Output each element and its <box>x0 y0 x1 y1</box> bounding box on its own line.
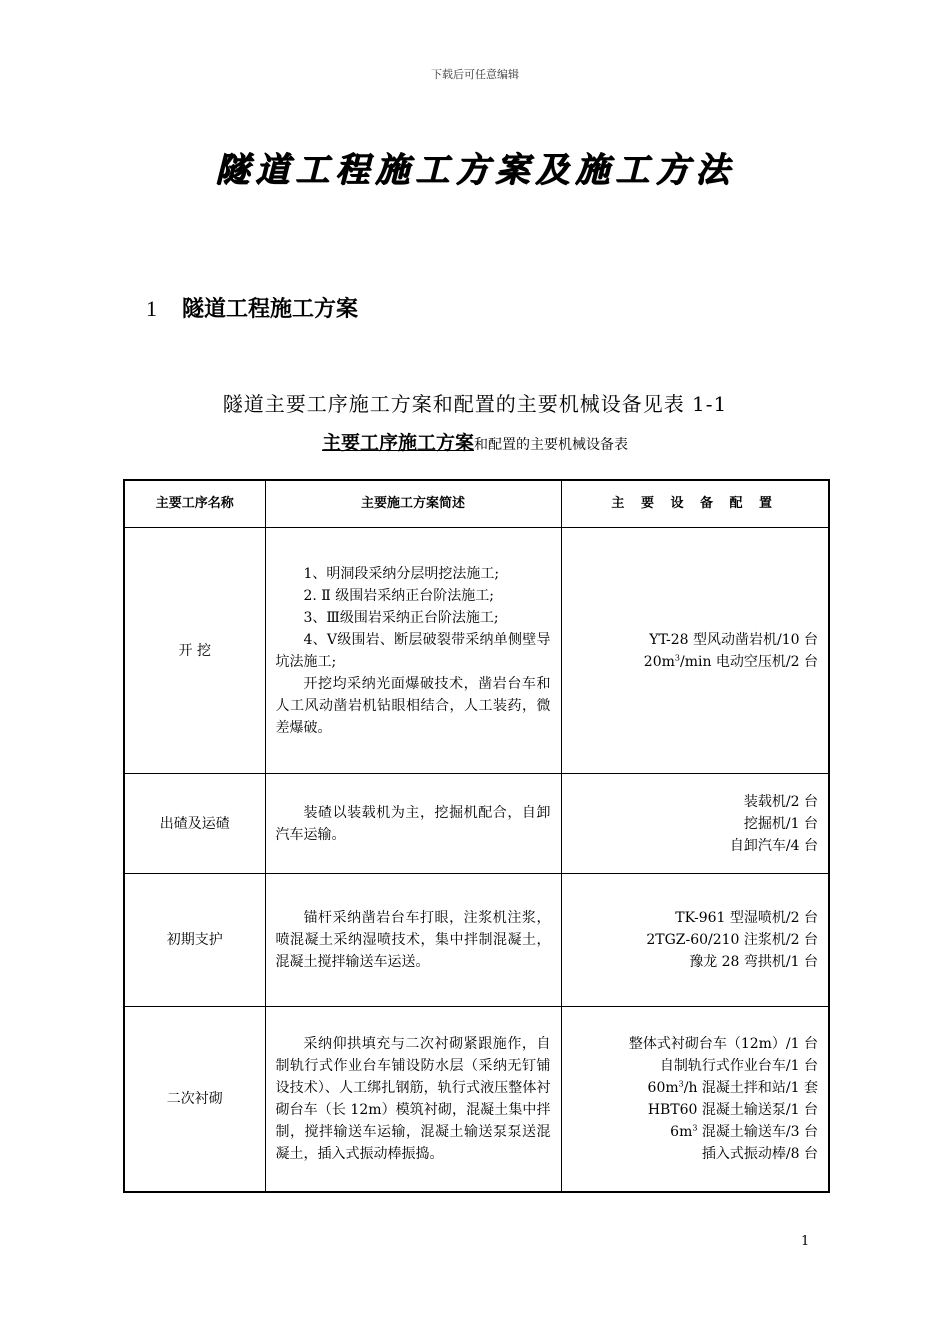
method-paragraph: 锚杆采纳凿岩台车打眼，注浆机注浆，喷混凝土采纳湿喷技术，集中拌制混凝土，混凝土搅拌输送车运送。 <box>275 910 551 970</box>
equipment-table <box>123 479 830 1193</box>
method-paragraph: 采纳仰拱填充与二次衬砌紧跟施作，自制轨行式作业台车铺设防水层（采纳无钉铺设技术）、人工绑扎钢筋，轨行式液压整体衬砌台车（长 12m）模筑衬砌，混凝土集中拌制，搅拌输送车运输，混凝土输送泵泵送混凝土，插入式振动棒振捣。 <box>275 1035 551 1162</box>
equipment-item: 豫龙 28 弯拱机/1 台 <box>689 954 818 970</box>
section-number: 1 <box>146 296 157 321</box>
table-row <box>124 774 829 874</box>
equipment-item: 自制轨行式作业台车/1 台 <box>659 1057 818 1074</box>
process-name: 开 挖 <box>124 528 265 774</box>
equipment-item: 挖掘机/1 台 <box>743 815 818 832</box>
method-paragraph: 装碴以装载机为主，挖掘机配合，自卸汽车运输。 <box>275 804 551 843</box>
process-name: 二次衬砌 <box>124 1007 265 1192</box>
equipment-item: HBT60 混凝土输送泵/1 台 <box>647 1101 818 1118</box>
header-method-summary: 主要施工方案简述 <box>265 480 561 528</box>
equipment-item: $20m^3/\min$ 电动空压机/2 台 <box>643 652 818 670</box>
equipment-item: YT-28 型风动凿岩机/10 台 <box>649 631 818 648</box>
equipment-item: 装载机/2 台 <box>743 793 818 810</box>
table-row <box>124 528 829 774</box>
method-description <box>265 528 561 774</box>
method-paragraph: 4、Ⅴ级围岩、断层破裂带采纳单侧壁导坑法施工; <box>275 631 551 670</box>
section-heading <box>146 292 358 323</box>
equipment-list <box>561 874 829 1007</box>
equipment-item: 自卸汽车/4 台 <box>729 837 818 854</box>
header-note: 下载后可任意编辑 <box>431 68 519 81</box>
equipment-item: $6m^3$ 混凝土输送车/3 台 <box>670 1123 818 1140</box>
table-caption-sub: 和配置的主要机械设备表 <box>474 437 628 453</box>
table-caption-main: 主要工序施工方案 <box>321 432 474 454</box>
equipment-item: 2TGZ-60/210 注浆机/2 台 <box>646 932 818 948</box>
equipment-item: $60m^3/h$ 混凝土拌和站/1 套 <box>647 1079 818 1096</box>
method-paragraph: 开挖均采纳光面爆破技术，凿岩台车和人工风动凿岩机钻眼相结合，人工装药，微差爆破。 <box>275 675 551 736</box>
method-description <box>265 774 561 874</box>
equipment-list <box>561 528 829 774</box>
table-row <box>124 874 829 1007</box>
document-title: 隧道工程施工方案及施工方法 <box>215 150 735 190</box>
equipment-item: 整体式衬砌台车（12m）/1 台 <box>628 1035 818 1052</box>
header-equipment: 主 要 设 备 配 置 <box>561 480 829 528</box>
method-paragraph: 3、Ⅲ级围岩采纳正台阶法施工; <box>303 609 499 626</box>
table-row <box>124 1007 829 1192</box>
process-name: 初期支护 <box>124 874 265 1007</box>
section-heading-text: 隧道工程施工方案 <box>182 297 359 322</box>
process-name: 出碴及运碴 <box>124 774 265 874</box>
method-description <box>265 874 561 1007</box>
table-caption <box>0 428 950 455</box>
method-description <box>265 1007 561 1192</box>
equipment-item: 插入式振动棒/8 台 <box>701 1145 818 1162</box>
method-paragraph: 2. Ⅱ 级围岩采纳正台阶法施工; <box>303 587 494 604</box>
intro-text: 隧道主要工序施工方案和配置的主要机械设备见表 1-1 <box>222 392 728 416</box>
table-header-row <box>124 480 829 528</box>
method-paragraph: 1、明洞段采纳分层明挖法施工; <box>303 565 500 582</box>
header-process-name: 主要工序名称 <box>124 480 265 528</box>
equipment-list <box>561 774 829 874</box>
equipment-list <box>561 1007 829 1192</box>
page-number: 1 <box>801 1234 810 1249</box>
equipment-item: TK-961 型湿喷机/2 台 <box>675 910 818 926</box>
